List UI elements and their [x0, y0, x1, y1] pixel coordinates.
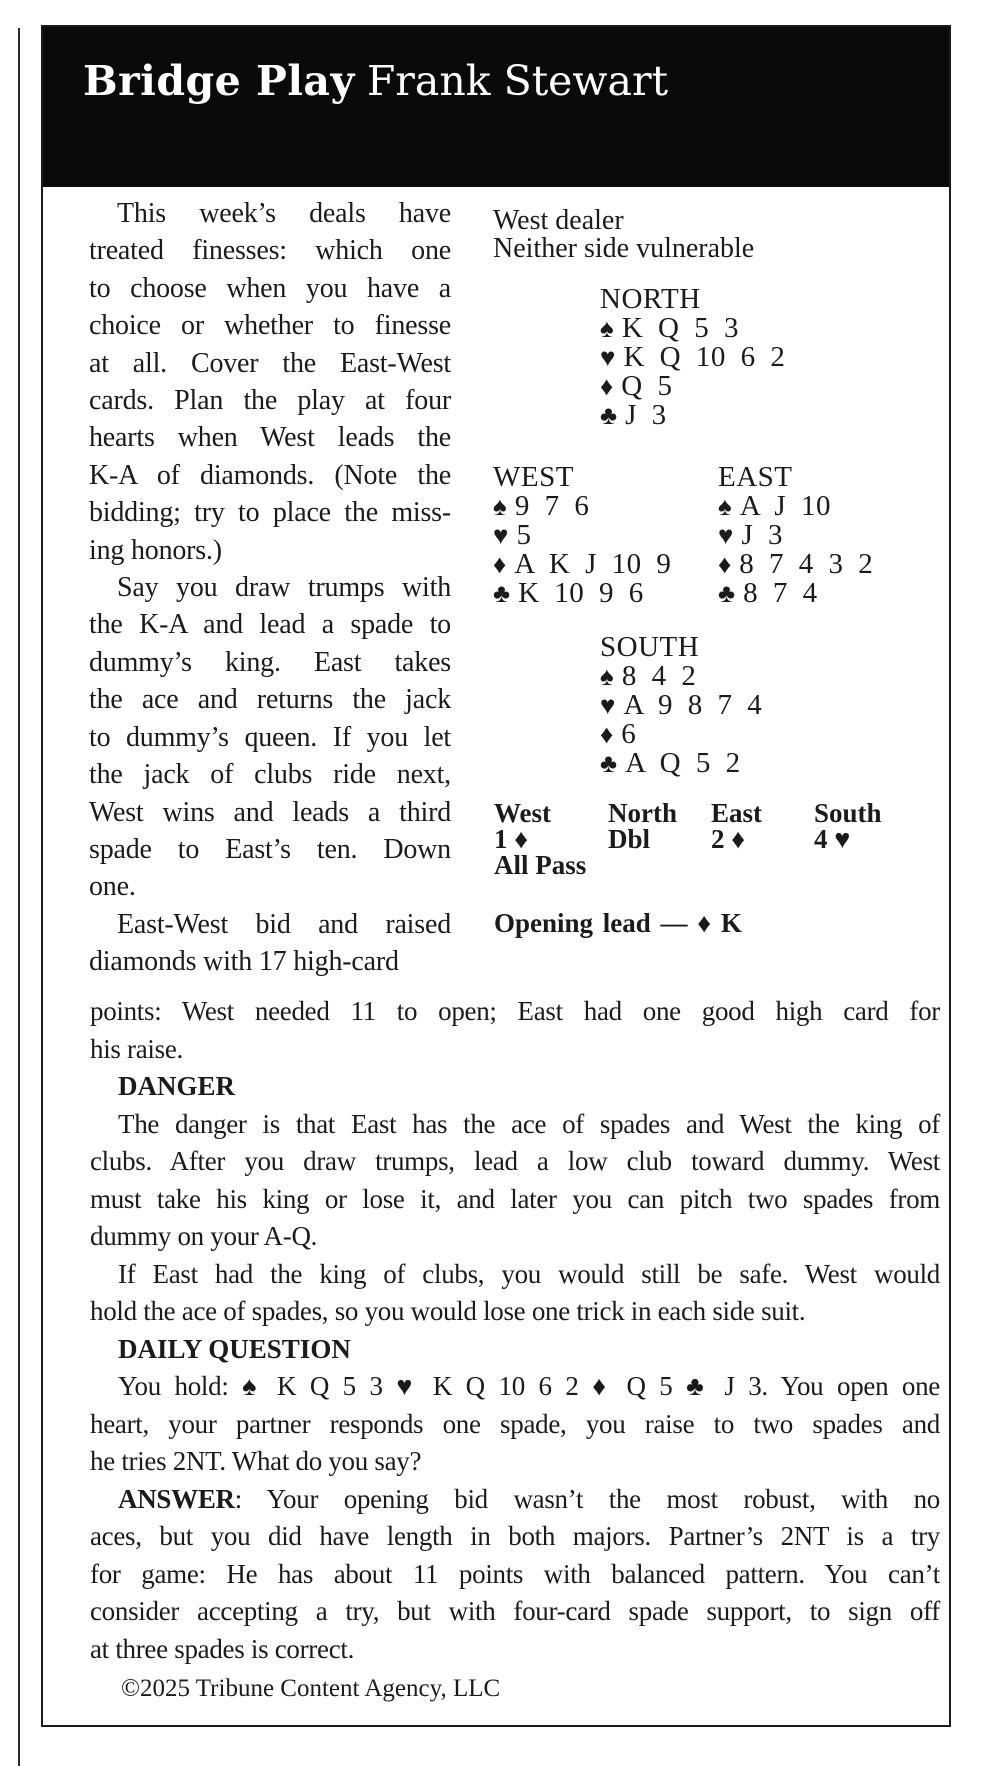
- text-line: at three spades is correct.: [90, 1633, 355, 1664]
- suit-cards: A J 10: [739, 490, 831, 522]
- hand-east: [718, 463, 873, 608]
- text-line: the K-A and lead a spade to: [89, 609, 451, 641]
- suit-row: [718, 550, 873, 579]
- auction-bid-row: [494, 852, 954, 878]
- hand-label-east: EAST: [718, 461, 793, 493]
- text-line: The danger is that East has the ace of spades and West the king of: [118, 1108, 940, 1139]
- suit-cards: Q 5: [621, 370, 673, 402]
- hand-west: [493, 463, 671, 608]
- text-line: dummy on your A-Q.: [90, 1221, 318, 1251]
- suit-cards: A Q 5 2: [625, 747, 741, 779]
- suit-cards: 6: [621, 718, 637, 750]
- text-line: diamonds with 17 high-card: [89, 946, 399, 978]
- auction-bid-cell: 2 ♦: [711, 824, 746, 854]
- text-line: hold the ace of spades, so you would lose one trick in each side suit.: [90, 1296, 806, 1326]
- text-line: must take his king or lose it, and later you can pitch two spades from: [90, 1183, 940, 1214]
- text-line: for game: He has about 11 points with balanced pattern. You can’t: [90, 1558, 940, 1589]
- vulnerability-line: Neither side vulnerable: [493, 232, 755, 264]
- text-line: aces, but you did have length in both majors. Partner’s 2NT is a try: [90, 1521, 940, 1551]
- spade-icon: ♠: [600, 662, 614, 691]
- suit-cards: 8 4 2: [621, 660, 697, 692]
- deal-info: [493, 207, 754, 262]
- hand-label-north: NORTH: [600, 283, 701, 315]
- text-line: You hold: ♠ K Q 5 3 ♥ K Q 10 6 2 ♦ Q 5 ♣ J 3. You open one: [118, 1371, 940, 1401]
- left-text-column: [89, 195, 451, 981]
- text-line: spade to East’s ten. Down: [89, 833, 451, 865]
- hand-south: [600, 633, 762, 778]
- page-column-rule: [18, 28, 20, 1766]
- suit-cards: 5: [516, 519, 532, 551]
- full-width-text-column: [90, 993, 940, 1668]
- suit-row: [600, 662, 762, 691]
- suit-row: [493, 521, 671, 550]
- suit-cards: K 10 9 6: [518, 577, 644, 609]
- text-line: to choose when you have a: [89, 272, 451, 304]
- suit-cards: A K J 10 9: [514, 548, 672, 580]
- text-line: dummy’s king. East takes: [89, 646, 451, 678]
- dealer-line: West dealer: [493, 205, 624, 236]
- text-line: choice or whether to finesse: [89, 310, 451, 342]
- text-line: the jack of clubs ride next,: [89, 759, 451, 791]
- text-line: If East had the king of clubs, you would still be safe. West would: [118, 1258, 940, 1289]
- auction-header-cell: West: [494, 798, 551, 828]
- suit-cards: 8 7 4: [743, 577, 818, 609]
- suit-cards: 8 7 4 3 2: [739, 548, 874, 580]
- column-title: [83, 57, 668, 105]
- section-heading: DAILY QUESTION: [118, 1333, 351, 1364]
- text-line: at all. Cover the East-West: [89, 347, 451, 379]
- text-line: treated finesses: which one: [89, 235, 451, 267]
- suit-row: [600, 401, 785, 430]
- heart-icon: ♥: [493, 521, 509, 550]
- suit-cards: K Q 10 6 2: [623, 341, 786, 373]
- hand-label-south: SOUTH: [600, 631, 700, 663]
- text-line: This week’s deals have: [117, 198, 451, 229]
- auction-bid-cell: Dbl: [608, 824, 651, 854]
- auction-bid-row: [494, 826, 954, 852]
- auction-header-cell: South: [814, 798, 882, 828]
- club-icon: ♣: [718, 579, 736, 608]
- suit-row: [600, 749, 762, 778]
- text-line: heart, your partner responds one spade, you raise to two spades and: [90, 1408, 940, 1439]
- copyright-line: ©2025 Tribune Content Agency, LLC: [121, 1675, 501, 1702]
- auction-table: [494, 800, 954, 878]
- text-line: bidding; try to place the miss-: [89, 497, 451, 529]
- text-line: ing honors.): [89, 534, 222, 566]
- suit-row: [600, 720, 762, 749]
- auction-bid-cell: 1 ♦: [494, 824, 529, 854]
- hand-label-west: WEST: [493, 461, 574, 493]
- text-line: consider accepting a try, but with four-card spade support, to sign off: [90, 1596, 940, 1626]
- suit-row: [718, 579, 873, 608]
- club-icon: ♣: [493, 579, 511, 608]
- text-line: the ace and returns the jack: [89, 684, 451, 716]
- club-icon: ♣: [600, 749, 618, 778]
- heart-icon: ♥: [718, 521, 734, 550]
- diamond-icon: ♦: [718, 550, 732, 579]
- suit-row: [493, 492, 671, 521]
- suit-row: [718, 521, 873, 550]
- suit-cards: K Q 5 3: [621, 312, 739, 344]
- masthead: [43, 27, 949, 187]
- text-line: West wins and leads a third: [89, 796, 451, 828]
- spade-icon: ♠: [493, 492, 507, 521]
- suit-row: [600, 343, 785, 372]
- suit-row: [600, 691, 762, 720]
- club-icon: ♣: [600, 401, 618, 430]
- spade-icon: ♠: [718, 492, 732, 521]
- auction-bid-cell: All Pass: [494, 850, 587, 880]
- text-line: one.: [89, 871, 136, 903]
- diamond-icon: ♦: [600, 372, 614, 401]
- text-line: East-West bid and raised: [117, 908, 451, 940]
- text-line: ANSWER: Your opening bid wasn’t the most robust, with no: [118, 1483, 940, 1514]
- auction-bid-cell: 4 ♥: [814, 824, 851, 854]
- suit-row: [493, 579, 671, 608]
- text-line: K-A of diamonds. (Note the: [89, 459, 451, 491]
- diamond-icon: ♦: [493, 550, 507, 579]
- auction-header-cell: East: [711, 798, 763, 828]
- suit-row: [600, 372, 785, 401]
- text-line: to dummy’s queen. If you let: [89, 721, 451, 753]
- suit-row: [493, 550, 671, 579]
- suit-cards: 9 7 6: [514, 490, 590, 522]
- diamond-icon: ♦: [600, 720, 614, 749]
- suit-row: [600, 314, 785, 343]
- text-line: Say you draw trumps with: [117, 572, 451, 604]
- text-line: his raise.: [90, 1033, 183, 1064]
- auction-header-row: [494, 800, 954, 826]
- suit-cards: J 3: [625, 399, 667, 431]
- suit-cards: J 3: [741, 519, 783, 551]
- text-line: hearts when West leads the: [89, 422, 451, 454]
- text-line: he tries 2NT. What do you say?: [90, 1446, 422, 1476]
- text-line: points: West needed 11 to open; East had one good high card for: [90, 996, 940, 1026]
- column-title-author: Frank Stewart: [366, 57, 669, 105]
- suit-row: [718, 492, 873, 521]
- heart-icon: ♥: [600, 691, 616, 720]
- heart-icon: ♥: [600, 343, 616, 372]
- text-line: clubs. After you draw trumps, lead a low club toward dummy. West: [90, 1146, 940, 1176]
- auction-header-cell: North: [608, 798, 677, 828]
- section-heading: DANGER: [118, 1071, 236, 1101]
- column-title-name: Bridge Play: [83, 57, 355, 105]
- answer-label: ANSWER: [118, 1483, 235, 1514]
- bridge-column: [41, 25, 951, 1727]
- opening-lead: Opening lead — ♦ K: [494, 908, 742, 938]
- suit-cards: A 9 8 7 4: [623, 689, 763, 721]
- spade-icon: ♠: [600, 314, 614, 343]
- text-line: cards. Plan the play at four: [89, 385, 451, 417]
- hand-north: [600, 285, 785, 430]
